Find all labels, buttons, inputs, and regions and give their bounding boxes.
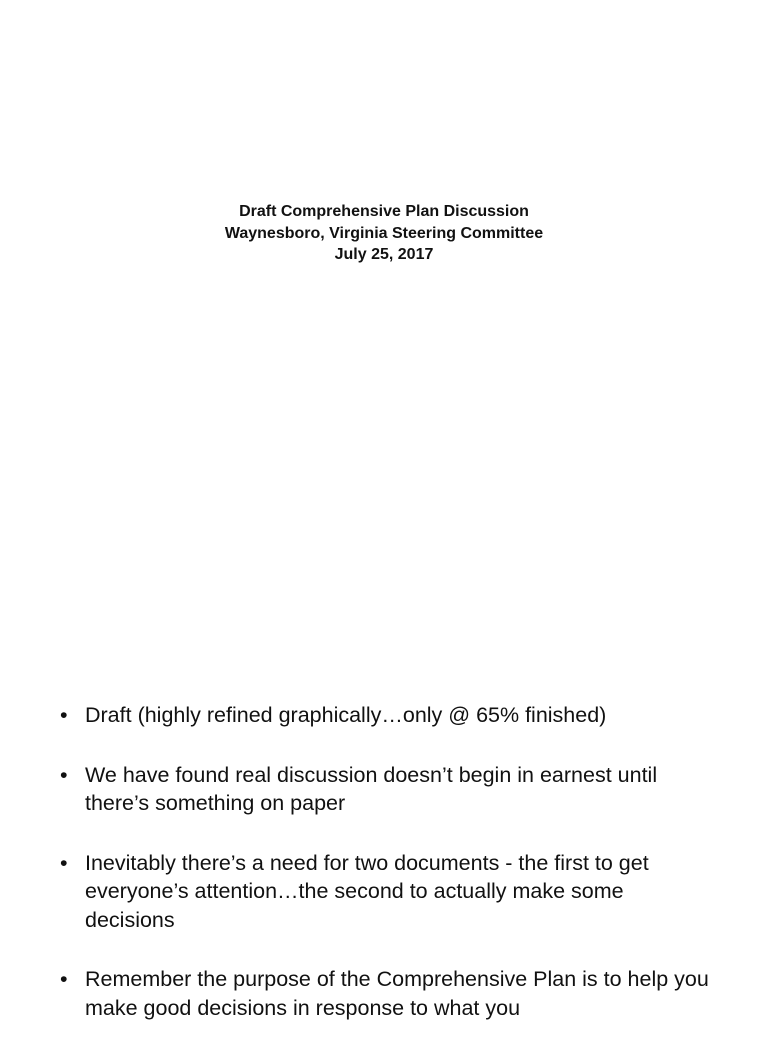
bullet-list	[0, 701, 768, 1053]
document-title-block	[0, 201, 768, 266]
bullet-icon: •	[60, 762, 68, 787]
bullet-item	[0, 849, 768, 935]
document-title: Draft Comprehensive Plan Discussion	[239, 203, 529, 220]
bullet-icon: •	[60, 703, 68, 727]
bullet-item	[0, 761, 768, 818]
bullet-text: Inevitably there’s a need for two documents - the first to get everyone’s attention…the second to actually make some decisions	[85, 850, 649, 932]
bullet-icon: •	[60, 967, 68, 991]
bullet-item	[0, 965, 768, 1022]
document-subtitle: Waynesboro, Virginia Steering Committee	[224, 224, 544, 242]
document-date: July 25, 2017	[334, 246, 434, 263]
bullet-icon: •	[60, 850, 68, 875]
bullet-item	[0, 701, 768, 730]
bullet-text: Draft (highly refined graphically…only @ 65% finished)	[85, 703, 607, 727]
bullet-text: Remember the purpose of the Comprehensive Plan is to help you make good decisions in response to what you	[85, 967, 709, 1020]
bullet-text: We have found real discussion doesn’t begin in earnest until there’s something on paper	[85, 762, 658, 815]
